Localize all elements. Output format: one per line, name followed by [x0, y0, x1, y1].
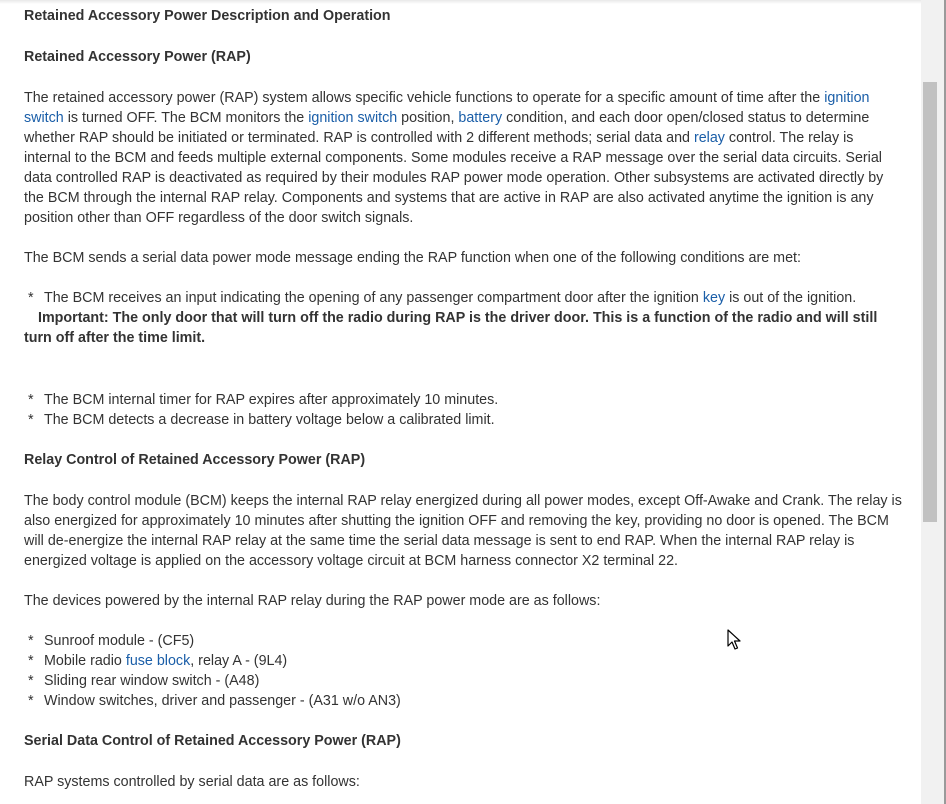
top-shadow	[0, 0, 921, 4]
device-item-rear-window: * Sliding rear window switch - (A48)	[24, 671, 904, 691]
device-item-window-switches: * Window switches, driver and passenger - (A31 w/o AN3)	[24, 691, 904, 711]
important-note: Important: The only door that will turn off the radio during RAP is the driver door. This is a function of the radio and will still turn off after the time limit.	[24, 310, 878, 346]
bullet-marker: *	[28, 693, 34, 709]
device-item-sunroof: * Sunroof module - (CF5)	[24, 631, 904, 651]
condition-item-voltage: * The BCM detects a decrease in battery voltage below a calibrated limit.	[24, 410, 904, 430]
serial-intro: RAP systems controlled by serial data are as follows:	[24, 774, 360, 790]
relay-heading: Relay Control of Retained Accessory Power (RAP)	[24, 452, 366, 468]
devices-intro: The devices powered by the internal RAP relay during the RAP power mode are as follows:	[24, 593, 601, 609]
fuse-block-link[interactable]: fuse block	[125, 653, 191, 669]
intro-paragraph: The retained accessory power (RAP) system allows specific vehicle functions to operate for a specific amount of time after the ignition switch is turned OFF. The BCM monitors the ignition switch position, battery condition, and each door open/closed status to determine whether RAP should be initiated or terminated. RAP is controlled with 2 different methods; serial data and relay control. The relay is internal to the BCM and feeds multiple external components. Some modules receive a RAP message over the serial data circuits. Serial data controlled RAP is deactivated as required by their modules RAP power mode operation. Other subsystems are activated directly by the BCM through the internal RAP relay. Components and systems that are active in RAP are also activated anytime the ignition is any position other than OFF regardless of the door switch signals.	[24, 90, 884, 226]
relay-paragraph: The body control module (BCM) keeps the internal RAP relay energized during all power modes, except Off-Awake and Crank. The relay is also energized for approximately 10 minutes after shutting the ignition OFF and removing the key, providing no door is opened. The BCM will de-energize the internal RAP relay at the same time the serial data message is sent to end RAP. When the internal RAP relay is energized voltage is applied on the accessory voltage circuit at BCM harness connector X2 terminal 22.	[24, 493, 902, 569]
bullet-marker: *	[28, 290, 34, 306]
rap-heading: Retained Accessory Power (RAP)	[24, 49, 251, 65]
ignition-switch-link-2[interactable]: ignition switch	[308, 110, 398, 126]
serial-heading: Serial Data Control of Retained Accessory Power (RAP)	[24, 733, 401, 749]
key-link[interactable]: key	[702, 290, 726, 306]
condition-item-timer: * The BCM internal timer for RAP expires after approximately 10 minutes.	[24, 390, 904, 410]
relay-link[interactable]: relay	[693, 130, 725, 146]
bullet-marker: *	[28, 653, 34, 669]
ignition-switch-link[interactable]: ignition switch	[24, 90, 870, 126]
scrollbar-thumb[interactable]	[923, 82, 937, 522]
page-title: Retained Accessory Power Description and Operation	[24, 8, 391, 24]
mouse-cursor-icon	[727, 629, 741, 651]
condition-item-door: * The BCM receives an input indicating the opening of any passenger compartment door after the ignition key is out of the ignition.	[24, 288, 904, 308]
bullet-marker: *	[28, 412, 34, 428]
bullet-marker: *	[28, 633, 34, 649]
conditions-intro: The BCM sends a serial data power mode message ending the RAP function when one of the following conditions are met:	[24, 250, 801, 266]
bullet-marker: *	[28, 392, 34, 408]
bullet-marker: *	[28, 673, 34, 689]
device-item-radio: * Mobile radio fuse block, relay A - (9L4)	[24, 651, 904, 671]
battery-link[interactable]: battery	[458, 110, 503, 126]
